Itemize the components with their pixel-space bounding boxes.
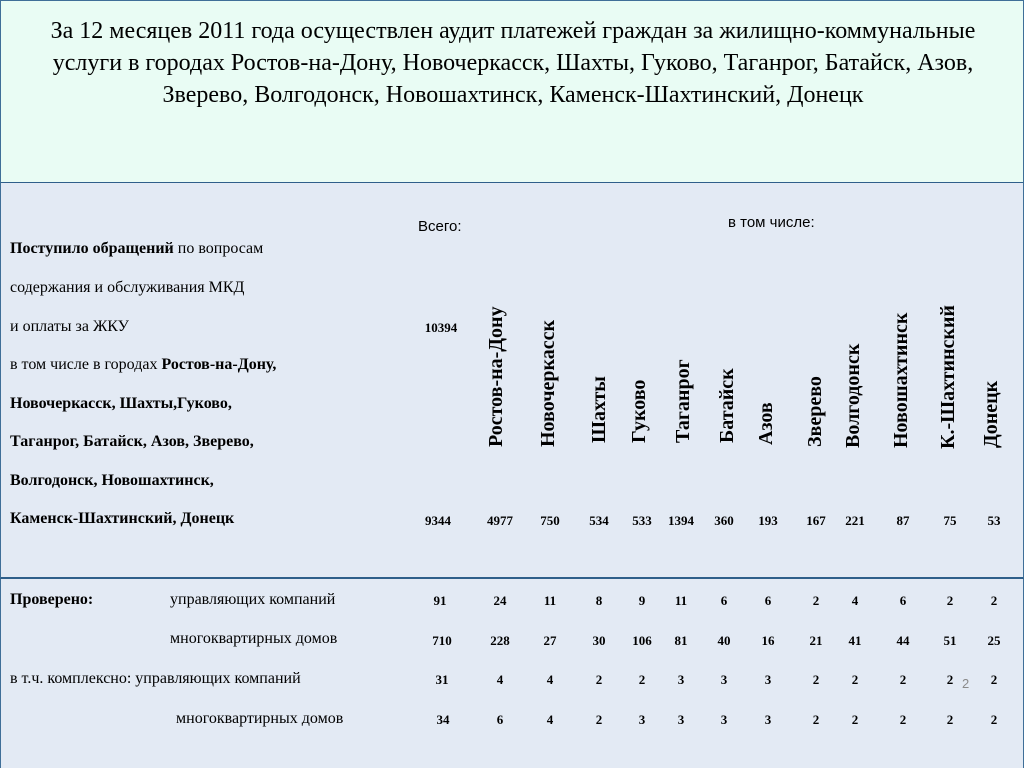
checked-houses-value: 106 [632,633,652,648]
complex-label: в т.ч. комплексно: управляющих компаний [10,670,301,687]
city-header: Таганрог [672,359,694,443]
complex-houses-value: 2 [899,712,907,727]
complex-companies-value: 2 [812,672,820,687]
checked-houses-label: многоквартирных домов [170,630,338,647]
checked-companies-total: 91 [433,593,447,608]
city-header: Азов [755,402,777,445]
appeals-city-value: 750 [540,513,560,528]
checked-houses-value: 228 [490,633,510,648]
desc-line-1-bold: Поступило обращений [10,240,174,257]
complex-houses-value: 2 [812,712,820,727]
city-header: Новочеркасск [537,320,559,447]
complex-companies-value: 4 [546,672,554,687]
checked-companies-value: 8 [595,593,603,608]
complex-companies-value: 2 [899,672,907,687]
desc-line-2: содержания и обслуживания МКД [10,279,245,296]
checked-companies-value: 11 [674,593,688,608]
appeals-city-value: 360 [714,513,734,528]
appeals-city-value: 4977 [487,513,513,528]
city-header: Новошахтинск [890,312,912,448]
complex-companies-value: 3 [720,672,728,687]
desc-line-3: и оплаты за ЖКУ [10,318,129,335]
complex-houses-value: 2 [851,712,859,727]
checked-companies-value: 9 [638,593,646,608]
desc-line-8: Каменск-Шахтинский, Донецк [10,510,235,527]
appeals-city-value: 167 [806,513,826,528]
desc-line-7: Волгодонск, Новошахтинск, [10,472,214,489]
checked-houses-value: 16 [761,633,775,648]
complex-companies-value: 4 [496,672,504,687]
checked-houses-value: 30 [592,633,606,648]
complex-companies-value: 3 [764,672,772,687]
desc-line-1 [10,240,263,258]
complex-houses-label: многоквартирных домов [176,710,344,727]
complex-houses-value: 2 [990,712,998,727]
appeals-city-value: 87 [896,513,910,528]
checked-companies-value: 24 [493,593,507,608]
appeals-city-value: 534 [589,513,609,528]
slide-title: За 12 месяцев 2011 года осуществлен аудит платежей граждан за жилищно-коммунальные услуги в городах Ростов-на-Дону, Новочеркасск, Шахты, Гуково, Таганрог, Батайск, Азов, Зверево, Волгодонск, Новошахтинск, Каменск-Шахтинский, Донецк [50,18,976,108]
page-number: 2 [962,676,970,691]
checked-companies-value: 2 [990,593,998,608]
complex-companies-value: 2 [990,672,998,687]
checked-houses-value: 44 [896,633,910,648]
city-header: К.-Шахтинский [937,305,959,449]
complex-houses-value: 6 [496,712,504,727]
complex-houses-value: 3 [764,712,772,727]
city-header: Шахты [588,376,610,443]
checked-houses-value: 40 [717,633,731,648]
appeals-city-value: 193 [758,513,778,528]
checked-companies-value: 6 [720,593,728,608]
checked-label: Проверено: [10,591,94,608]
desc-line-6: Таганрог, Батайск, Азов, Зверево, [10,433,254,450]
complex-companies-value: 3 [677,672,685,687]
checked-houses-value: 51 [943,633,957,648]
checked-houses-value: 27 [543,633,557,648]
checked-houses-total: 710 [432,633,452,648]
appeals-total-cities: 9344 [425,513,451,528]
complex-houses-value: 3 [638,712,646,727]
city-header: Ростов-на-Дону [485,306,507,447]
checked-companies-value: 2 [812,593,820,608]
appeals-city-value: 53 [987,513,1001,528]
desc-line-4-bold: Ростов-на-Дону, [161,356,277,373]
complex-houses-value: 4 [546,712,554,727]
complex-companies-value: 2 [595,672,603,687]
checked-companies-label: управляющих компаний [170,591,336,608]
city-header: Гуково [628,379,650,443]
appeals-city-value: 533 [632,513,652,528]
complex-houses-value: 3 [677,712,685,727]
complex-companies-value: 2 [946,672,954,687]
complex-houses-value: 2 [946,712,954,727]
city-header: Волгодонск [842,343,864,448]
complex-companies-value: 2 [638,672,646,687]
desc-line-4-plain: в том числе в городах [10,356,162,373]
title-panel [0,0,1024,184]
checked-companies-value: 6 [764,593,772,608]
complex-houses-total: 34 [436,712,450,727]
checked-houses-value: 21 [809,633,823,648]
appeals-city-value: 75 [943,513,957,528]
desc-line-4 [10,356,276,374]
appeals-city-value: 1394 [668,513,694,528]
checked-companies-value: 2 [946,593,954,608]
checked-houses-value: 25 [987,633,1001,648]
desc-line-1-rest: по вопросам [173,240,264,257]
total-header: Всего: [418,218,462,235]
appeals-total-all: 10394 [424,320,458,335]
checked-companies-value: 11 [543,593,557,608]
complex-houses-value: 3 [720,712,728,727]
appeals-city-value: 221 [845,513,865,528]
complex-houses-value: 2 [595,712,603,727]
desc-line-5: Новочеркасск, Шахты,Гуково, [10,395,232,412]
city-header: Донецк [980,380,1002,448]
city-header: Зверево [804,376,826,447]
city-header: Батайск [716,368,738,443]
checked-companies-value: 6 [899,593,907,608]
complex-companies-value: 2 [851,672,859,687]
including-header: в том числе: [728,214,815,231]
checked-companies-value: 4 [851,593,859,608]
complex-companies-total: 31 [435,672,449,687]
checked-houses-value: 41 [848,633,862,648]
checked-houses-value: 81 [674,633,688,648]
